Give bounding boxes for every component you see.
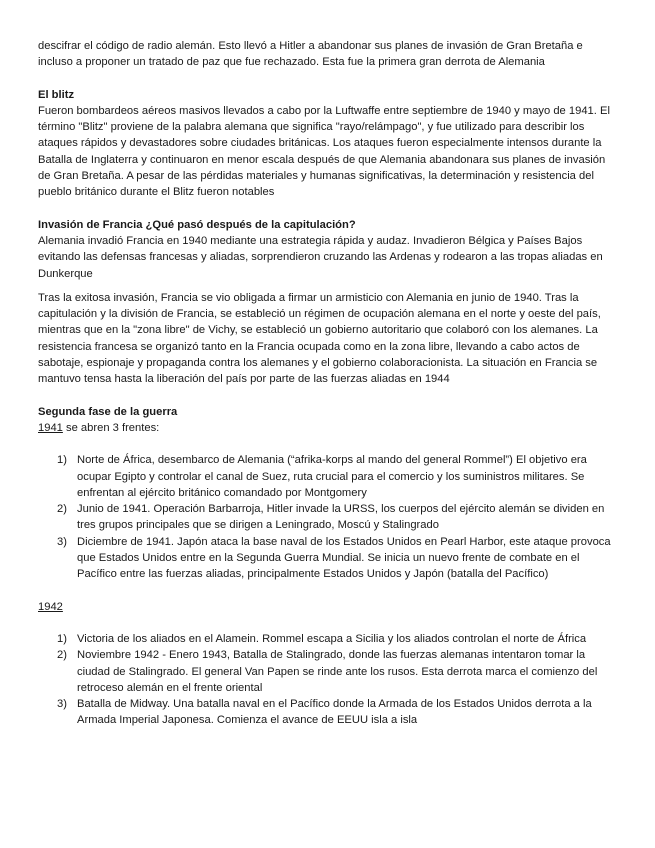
france-heading: Invasión de Francia ¿Qué pasó después de la capitulación? [38,218,356,231]
list-item-text: Batalla de Midway. Una batalla naval en el Pacífico donde la Armada de los Estados Unidos derrota a la Armada Imperial Japonesa. Comienza el avance de EEUU isla a isla [77,698,592,727]
year-1942-line [38,599,618,615]
year-1942-label: 1942 [38,600,63,613]
second-phase-heading: Segunda fase de la guerra [38,405,178,418]
list-item [38,696,618,729]
list-item [38,534,618,583]
list-item-text: Noviembre 1942 - Enero 1943, Batalla de Stalingrado, donde las fuerzas alemanas intentaron tomar la ciudad de Stalingrado. El general Van Papen se rinde ante los rusos. Esta derrota marca el comienzo del retroceso alemán en el frente oriental [77,649,598,694]
fronts-intro [38,420,618,436]
intro-paragraph: descifrar el código de radio alemán. Esto llevó a Hitler a abandonar sus planes de invasión de Gran Bretaña e incluso a proponer un tratado de paz que fue rechazado. Esta fue la primera gran derrota de Alemania [38,40,583,69]
list-1942 [38,631,618,729]
fronts-text: se abren 3 frentes: [62,421,160,434]
list-1941 [38,452,618,582]
year-1941-label: 1941 [38,421,63,434]
list-item-number: 3) [57,698,67,711]
list-item-number: 2) [57,503,67,516]
list-item-number: 3) [57,535,67,548]
list-item-number: 1) [57,454,67,467]
list-item-text: Junio de 1941. Operación Barbarroja, Hitler invade la URSS, los cuerpos del ejército alemán se dividen en tres grupos principales que se dirigen a Leningrado, Moscú y Stalingrado [77,503,605,532]
list-item-text: Victoria de los aliados en el Alamein. Rommel escapa a Sicilia y los aliados controlan el norte de África [77,632,587,645]
list-item [38,452,618,501]
france-paragraph-2: Tras la exitosa invasión, Francia se vio obligada a firmar un armisticio con Alemania en junio de 1940. Tras la capitulación y la división de Francia, se estableció un régimen de ocupación alemana en el norte y oeste del país, mientras que en la "zona libre" de Vichy, se estableció un gobierno autoritario que colaboró con los alemanes. La resistencia francesa se organizó tanto en la Francia ocupada como en la zona libre, llevando a cabo actos de sabotaje, espionaje y propaganda contra los alemanes y el gobierno colaboracionista. La situación en Francia se mantuvo tensa hasta la liberación del país por parte de las fuerzas aliadas en 1944 [38,291,601,386]
list-item [38,647,618,696]
list-item-number: 1) [57,632,67,645]
list-item-text: Diciembre de 1941. Japón ataca la base naval de los Estados Unidos en Pearl Harbor, este ataque provoca que Estados Unidos entre en la Segunda Guerra Mundial. Se inicia un nuevo frente de combate en el Pacífico entre las fuerzas aliadas, principalmente Estados Unidos y Japón (batalla del Pacífico) [77,535,611,581]
document-page [38,38,618,729]
blitz-heading: El blitz [38,88,75,101]
list-item-text: Norte de África, desembarco de Alemania (“afrika-korps al mando del general Rommel”) El objetivo era ocupar Egipto y controlar el canal de Suez, ruta crucial para el comercio y los suministros militares. Se enfrentan al ejército británico comandado por Montgomery [77,454,587,499]
list-item [38,501,618,534]
france-paragraph-1: Alemania invadió Francia en 1940 mediante una estrategia rápida y audaz. Invadieron Bélgica y Países Bajos evitando las defensas francesas y aliadas, sorprendieron cruzando las Ardenas y rodearon a las tropas aliadas en Dunkerque [38,234,603,280]
blitz-paragraph: Fueron bombardeos aéreos masivos llevados a cabo por la Luftwaffe entre septiembre de 1940 y mayo de 1941. El término "Blitz" proviene de la palabra alemana que significa "rayo/relámpago", y fue utilizado para describir los ataques rápidos y devastadores sobre ciudades británicas. Los ataques fueron especialmente intensos durante la Batalla de Inglaterra y continuaron en menor escala después de que Alemania abandonara sus planes de invasión de Gran Bretaña. A pesar de las pérdidas materiales y humanas significativas, la determinación y resistencia del pueblo británico durante el Blitz fueron notables [38,104,610,199]
list-item [38,631,618,647]
list-item-number: 2) [57,649,67,662]
